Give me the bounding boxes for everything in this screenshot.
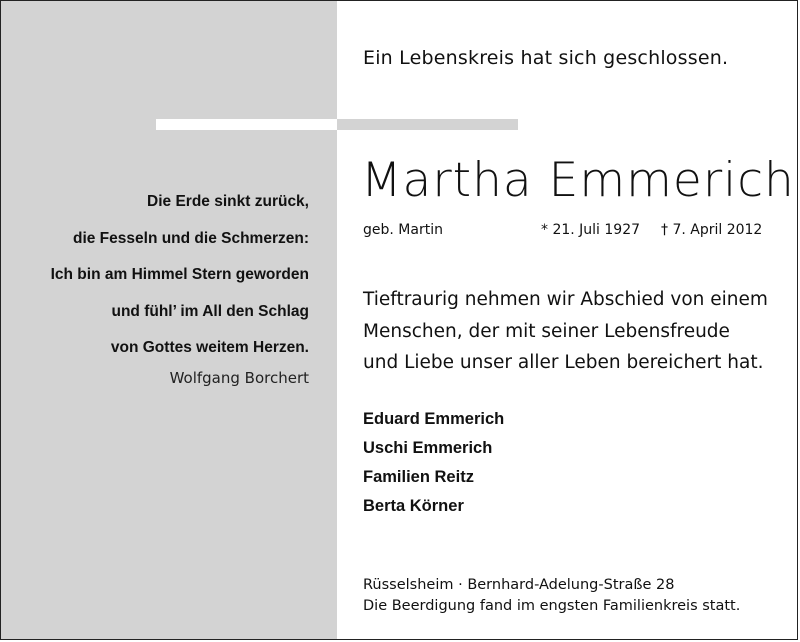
quote-author: Wolfgang Borchert (169, 368, 309, 387)
mourner-name: Eduard Emmerich (363, 410, 505, 428)
mourners-list (363, 405, 504, 521)
farewell-message (363, 284, 768, 379)
message-line: Menschen, der mit seiner Lebensfreude (363, 320, 730, 342)
death-date: † 7. April 2012 (661, 222, 763, 238)
funeral-note: Die Beerdigung fand im engsten Familienkreis statt. (363, 598, 741, 614)
quote-line: Ich bin am Himmel Stern geworden (50, 266, 309, 283)
quote-line: die Fesseln und die Schmerzen: (72, 229, 309, 247)
address-line: Rüsselsheim · Bernhard-Adelung-Straße 28 (363, 577, 675, 593)
divider-bar-gray-segment (337, 119, 518, 130)
message-line: Tieftraurig nehmen wir Abschied von einem (363, 289, 768, 310)
maiden-name: geb. Martin (363, 222, 443, 238)
quote-line: von Gottes weitem Herzen. (110, 339, 309, 356)
mourner-name: Berta Körner (363, 497, 464, 515)
footer-info (363, 575, 740, 617)
headline: Ein Lebenskreis hat sich geschlossen. (363, 47, 729, 69)
quote-line: Die Erde sinkt zurück, (147, 193, 309, 210)
deceased-name: Martha Emmerich (361, 153, 795, 208)
mourner-name: Familien Reitz (363, 468, 474, 486)
mourner-name: Uschi Emmerich (363, 439, 493, 457)
message-line: und Liebe unser aller Leben bereichert hat. (363, 352, 764, 373)
birth-date: * 21. Juli 1927 (541, 222, 641, 238)
divider-bar (156, 119, 518, 130)
poem-quote (51, 184, 309, 393)
quote-line: und fühl’ im All den Schlag (111, 302, 309, 320)
